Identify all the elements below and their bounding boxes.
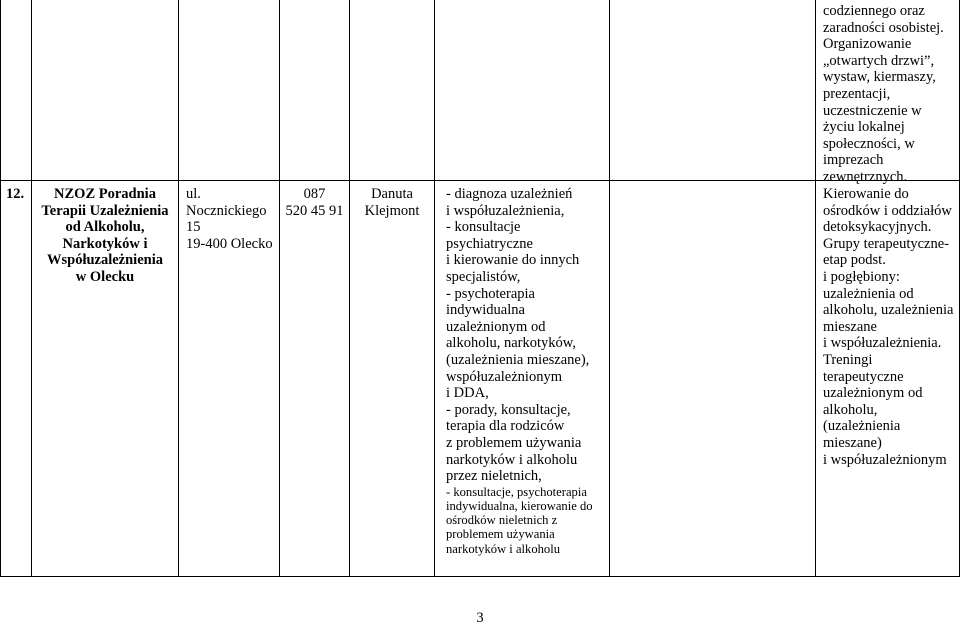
contact-person: Danuta Klejmont: [364, 186, 420, 219]
continuation-text: codziennego oraz zaradności osobistej. Organizowanie „otwartych drzwi”, wystaw, kiermaszy, prezentacji, uczestniczenie w życiu lokalnej społeczności, w imprezach zewnętrznych.: [823, 3, 944, 185]
column-divider: [609, 0, 610, 577]
column-divider: [434, 0, 435, 577]
column-divider: [349, 0, 350, 577]
facility-address: ul. Nocznickiego 15 19-400 Olecko: [186, 186, 273, 252]
page-number: 3: [476, 610, 484, 626]
facility-phone: 087 520 45 91: [285, 186, 344, 219]
table-border-bottom: [0, 576, 960, 577]
column-divider: [31, 0, 32, 577]
column-divider: [178, 0, 179, 577]
facility-name: NZOZ Poradnia Terapii Uzależnienia od Alkoholu, Narkotyków i Współuzależnienia w Olecku: [41, 186, 169, 285]
column-divider: [279, 0, 280, 577]
row-divider: [0, 180, 960, 181]
activities-offered: Kierowanie do ośrodków i oddziałów detoksykacyjnych. Grupy terapeutyczne- etap podst. i pogłębiony: uzależnienia od alkoholu, uzależnienia mieszane i współuzależnienia. Treningi terapeutyczne uzależnionym od alkoholu, (uzależnienia mieszane) i współuzależnionym: [823, 186, 954, 468]
row-number: 12.: [6, 186, 25, 202]
table-border-left: [0, 0, 1, 577]
services-offered: - diagnoza uzależnień i współuzależnienia, - konsultacje psychiatryczne i kierowanie do innych specjalistów, - psychoterapia indywidualna uzależnionym od alkoholu, narkotyków, (uzależnienia mieszane), współuzależnionym i DDA, - porady, konsultacje, terapia dla rodziców z problemem używania narkotyków i alkoholu przez nieletnich, - konsultacje, psychoterapia indywidualna, kierowanie do ośrodków nieletnich z problemem używania narkotyków i alkoholu: [446, 186, 593, 556]
column-divider: [815, 0, 816, 577]
